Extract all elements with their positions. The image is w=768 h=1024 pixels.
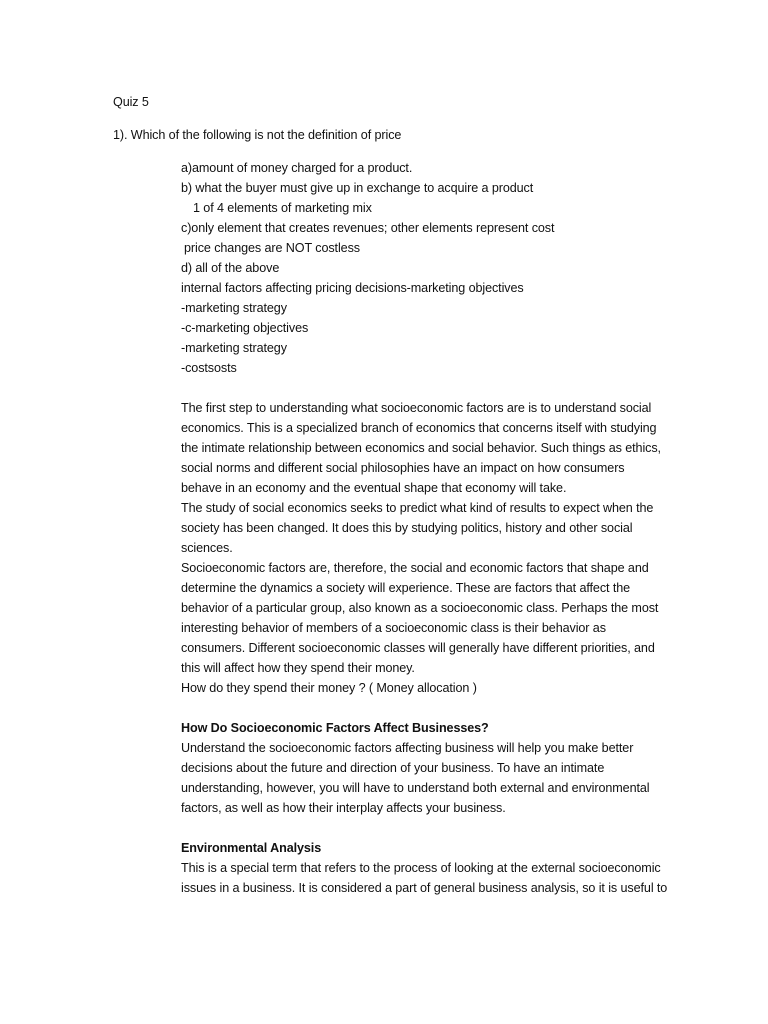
paragraph-line: The study of social economics seeks to predict what kind of results to expect when the [181, 501, 654, 515]
paragraph-line: the intimate relationship between economics and social behavior. Such things as ethics, [181, 441, 661, 455]
option-line: d) all of the above [181, 261, 280, 275]
paragraph-line: decisions about the future and direction of your business. To have an intimate [181, 761, 605, 775]
paragraph-line: This is a special term that refers to the process of looking at the external socioeconomic [181, 861, 661, 875]
paragraph-line: consumers. Different socioeconomic classes will generally have different priorities, and [181, 641, 655, 655]
option-line: -c-marketing objectives [181, 321, 309, 335]
section-heading: Environmental Analysis [181, 841, 322, 855]
option-line: -marketing strategy [181, 341, 287, 355]
paragraph-line: factors, as well as how their interplay affects your business. [181, 801, 506, 815]
paragraph-line: The first step to understanding what socioeconomic factors are is to understand social [181, 401, 652, 415]
option-line: -marketing strategy [181, 301, 287, 315]
option-line: a)amount of money charged for a product. [181, 161, 413, 175]
quiz-question: 1). Which of the following is not the definition of price [113, 128, 402, 142]
paragraph-line: How do they spend their money ? ( Money allocation ) [181, 681, 477, 695]
option-line: internal factors affecting pricing decisions-marketing objectives [181, 281, 524, 295]
paragraph-line: sciences. [181, 541, 233, 555]
quiz-title: Quiz 5 [113, 95, 149, 109]
option-line: -costsosts [181, 361, 237, 375]
paragraph-line: behave in an economy and the eventual shape that economy will take. [181, 481, 567, 495]
option-line: 1 of 4 elements of marketing mix [193, 201, 372, 215]
option-line: c)only element that creates revenues; other elements represent cost [181, 221, 555, 235]
paragraph-line: social norms and different social philosophies have an impact on how consumers [181, 461, 625, 475]
paragraph-line: issues in a business. It is considered a part of general business analysis, so it is useful to [181, 881, 668, 895]
paragraph-line: this will affect how they spend their money. [181, 661, 415, 675]
paragraph-line: economics. This is a specialized branch of economics that concerns itself with studying [181, 421, 657, 435]
paragraph-line: Understand the socioeconomic factors affecting business will help you make better [181, 741, 634, 755]
paragraph-line: determine the dynamics a society will experience. These are factors that affect the [181, 581, 631, 595]
paragraph-line: interesting behavior of members of a socioeconomic class is their behavior as [181, 621, 606, 635]
paragraph-line: society has been changed. It does this by studying politics, history and other social [181, 521, 633, 535]
paragraph-line: behavior of a particular group, also known as a socioeconomic class. Perhaps the most [181, 601, 659, 615]
option-line: b) what the buyer must give up in exchange to acquire a product [181, 181, 534, 195]
section-heading: How Do Socioeconomic Factors Affect Businesses? [181, 721, 489, 735]
paragraph-line: Socioeconomic factors are, therefore, the social and economic factors that shape and [181, 561, 649, 575]
option-line: price changes are NOT costless [184, 241, 360, 255]
paragraph-line: understanding, however, you will have to understand both external and environmental [181, 781, 650, 795]
